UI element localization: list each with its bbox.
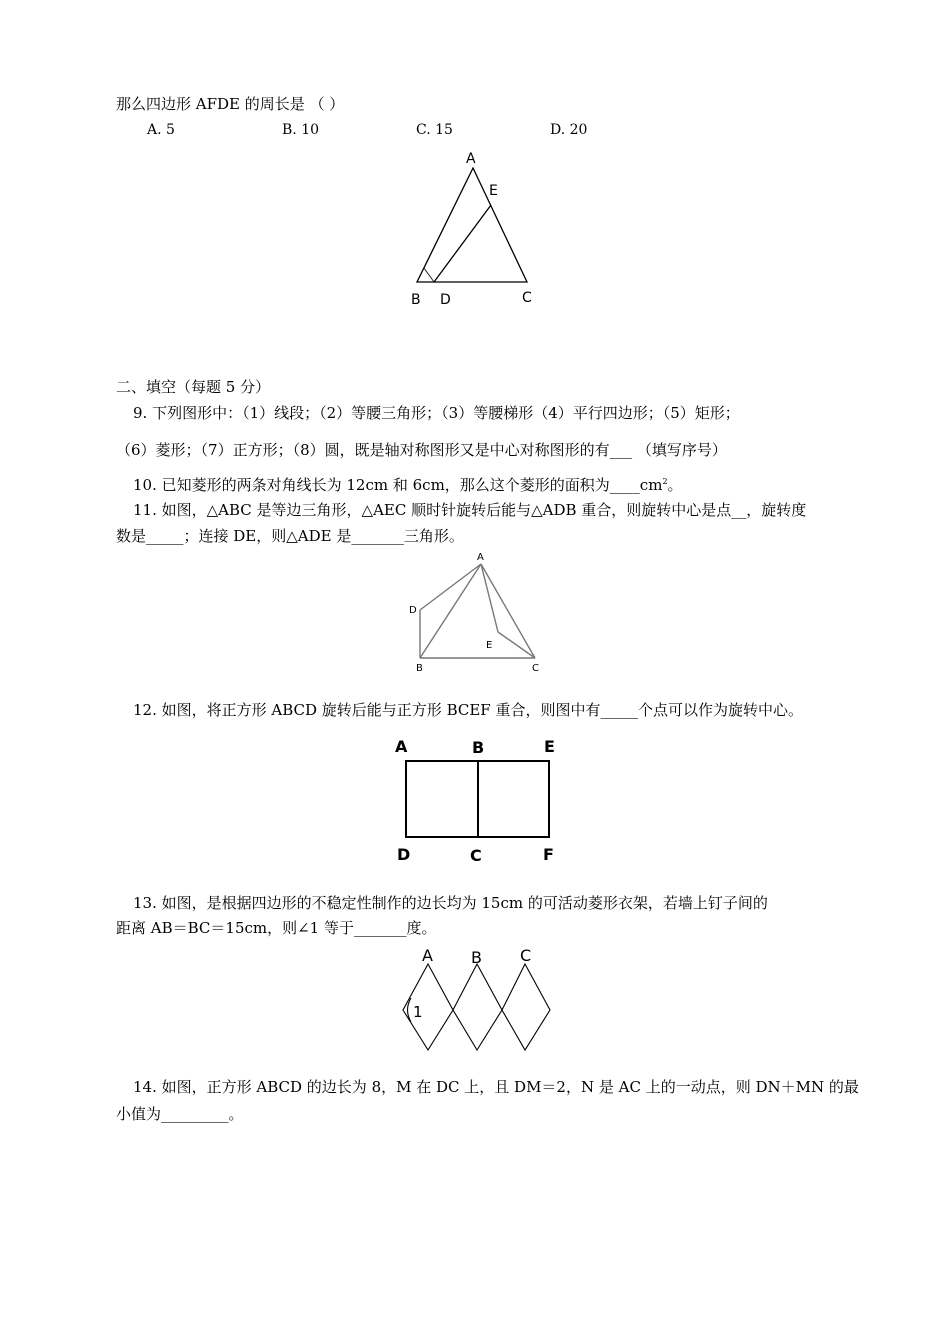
q13-line1: 13. 如图，是根据四边形的不稳定性制作的边长均为 15cm 的可活动菱形衣架，若墙上钉子间的 (133, 894, 768, 912)
segment-de (434, 205, 491, 282)
q11-line1: 11. 如图，△ABC 是等边三角形，△AEC 顺时针旋转后能与△ADB 重合，则旋转中心是点__，旋转度 (133, 501, 807, 519)
q10-superscript: 2 (662, 477, 668, 486)
section-title: 二、填空（每题 5 分） (116, 378, 271, 396)
label-b: B (472, 738, 485, 757)
q8-triangle-figure (400, 145, 550, 315)
q14-line2: 小值为_________。 (116, 1105, 244, 1123)
q10-body: 10. 已知菱形的两条对角线长为 12cm 和 6cm，那么这个菱形的面积为____cm (133, 476, 663, 494)
q9-line1: 9. 下列图形中：（1）线段；（2）等腰三角形；（3）等腰梯形（4）平行四边形；（5）矩形； (133, 404, 740, 422)
q8-option-a: A. 5 (147, 122, 175, 138)
q11-line2: 数是_____；连接 DE，则△ADE 是_______三角形。 (116, 527, 464, 545)
q8-option-c: C. 15 (416, 122, 453, 138)
q11-rotation-figure (400, 548, 550, 676)
label-e: E (544, 737, 555, 756)
label-c: C (520, 946, 532, 965)
label-c: C (522, 290, 532, 306)
label-b: B (411, 292, 421, 308)
label-b: B (471, 948, 482, 967)
label-b: B (416, 663, 423, 674)
label-a: A (395, 737, 408, 756)
label-d: D (409, 605, 417, 616)
q8-stem: 那么四边形 AFDE 的周长是 （ ） (116, 95, 345, 113)
q12-text: 12. 如图，将正方形 ABCD 旋转后能与正方形 BCEF 重合，则图中有_____个点可以作为旋转中心。 (133, 701, 803, 719)
q8-option-b: B. 10 (282, 122, 320, 138)
q10-text (133, 475, 683, 495)
angle-1-label: 1 (413, 1003, 423, 1021)
triangle-abc (417, 168, 527, 282)
q13-rhombus-rack-figure (395, 942, 560, 1057)
label-f: F (543, 845, 554, 864)
label-c: C (470, 846, 482, 865)
label-c: C (532, 663, 539, 674)
q9-line2: （6）菱形；（7）正方形；（8）圆，既是轴对称图形又是中心对称图形的有___ （填写序号） (116, 441, 727, 459)
q10-end: 。 (667, 476, 683, 494)
label-a: A (466, 151, 476, 167)
q12-squares-figure (390, 733, 565, 868)
label-a: A (422, 946, 433, 965)
label-d: D (440, 292, 451, 308)
label-a: A (477, 552, 484, 563)
q8-option-d: D. 20 (550, 122, 588, 138)
label-e: E (489, 183, 498, 199)
q14-line1: 14. 如图，正方形 ABCD 的边长为 8，M 在 DC 上，且 DM＝2，N 是 AC 上的一动点，则 DN＋MN 的最 (133, 1078, 859, 1096)
q13-line2: 距离 AB＝BC＝15cm，则∠1 等于_______度。 (116, 919, 437, 937)
label-d: D (397, 845, 411, 864)
label-e: E (486, 640, 493, 651)
